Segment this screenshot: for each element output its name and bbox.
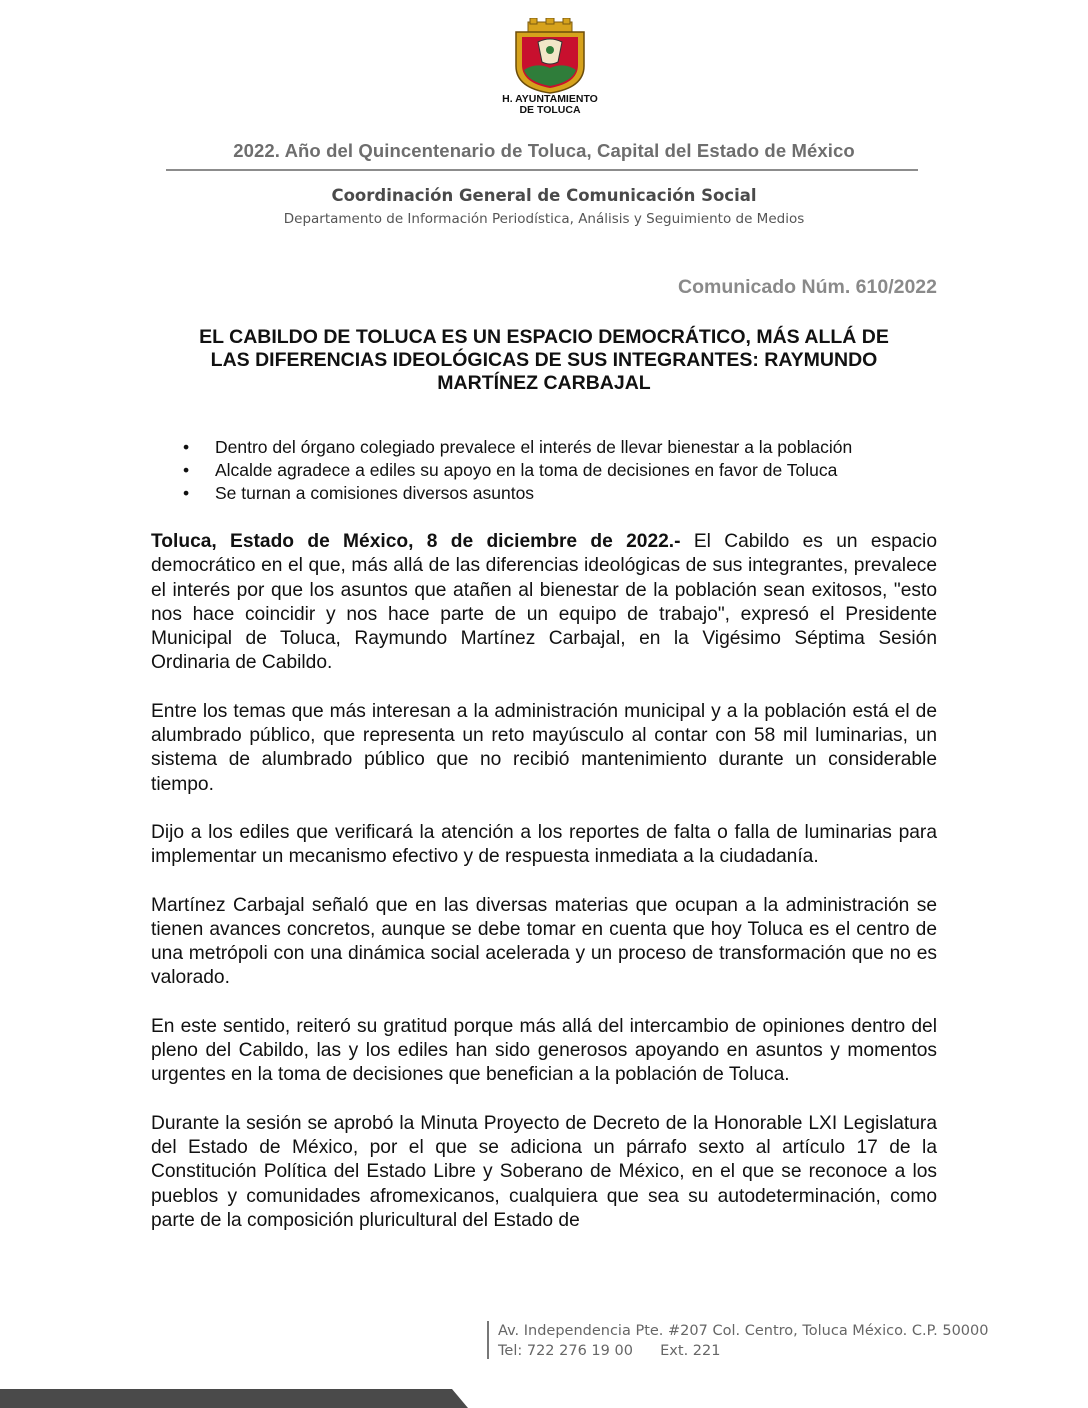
- headline: [150, 326, 938, 395]
- logo-text-line2: DE TOLUCA: [519, 104, 581, 116]
- bullet-text: Dentro del órgano colegiado prevalece el interés de llevar bienestar a la población: [215, 437, 853, 457]
- coordination-title: Coordinación General de Comunicación Social: [331, 186, 757, 205]
- paragraph: Entre los temas que más interesan a la administración municipal y a la población está el de alumbrado público, que representa un reto mayúsculo al contar con 58 mil luminarias, un sistema de alumbrado público que no recibió mantenimiento durante un considerable tiempo.: [151, 700, 937, 795]
- footer-divider: [487, 1321, 489, 1359]
- extension: Ext. 221: [660, 1343, 721, 1359]
- bullet-item: [150, 459, 938, 482]
- bullet-icon: •: [183, 437, 190, 457]
- department-subtitle: Departamento de Información Periodística, Análisis y Seguimiento de Medios: [283, 211, 805, 227]
- summary-bullets: [150, 436, 938, 505]
- bullet-item: [150, 482, 938, 505]
- footer-address: [498, 1321, 988, 1361]
- contact-line: [498, 1341, 988, 1361]
- paragraph-text: El Cabildo es un espacio democrático en el que, más allá de las diferencias ideológicas de sus integrantes, prevalece el interés por que los asuntos que atañen al bienestar de la población sean exitosos, "esto nos hace coincidir y nos hace parte de un equipo de trabajo", expresó el Presidente Municipal de Toluca, Raymundo Martínez Carbajal, en la Vigésimo Séptima Sesión Ordinaria de Cabildo.: [151, 531, 937, 674]
- paragraph: Durante la sesión se aprobó la Minuta Proyecto de Decreto de la Honorable LXI Legislatura del Estado de México, por el que se adiciona un párrafo sexto al artículo 17 de la Constitución Política del Estado Libre y Soberano de México, en el que se reconoce a los pueblos y comunidades afromexicanos, cualquiera que sea su autodeterminación, como parte de la composición pluricultural del Estado de: [151, 1112, 937, 1231]
- headline-line: LAS DIFERENCIAS IDEOLÓGICAS DE SUS INTEGRANTES: RAYMUNDO: [210, 349, 878, 371]
- bullet-icon: •: [183, 460, 190, 480]
- paragraph: Martínez Carbajal señaló que en las diversas materias que ocupan a la administración se tienen avances concretos, aunque se debe tomar en cuenta que hoy Toluca es el centro de una metrópoli con una dinámica social acelerada y un proceso de transformación que no es valorado.: [151, 894, 937, 989]
- bullet-icon: •: [183, 483, 190, 503]
- phone: Tel: 722 276 19 00: [498, 1343, 633, 1359]
- comunicado-number: Comunicado Núm. 610/2022: [677, 276, 937, 298]
- paragraph: [151, 530, 937, 676]
- coat-of-arms-icon: [508, 18, 592, 94]
- paragraph: En este sentido, reiteró su gratitud porque más allá del intercambio de opiniones dentro del pleno del Cabildo, las y los ediles han sido generosos apoyando en asuntos y momentos urgentes en la toma de decisiones que benefician a la población de Toluca.: [151, 1015, 937, 1086]
- logo-text-line1: H. AYUNTAMIENTO: [502, 93, 598, 105]
- address-line: Av. Independencia Pte. #207 Col. Centro, Toluca México. C.P. 50000: [498, 1323, 989, 1339]
- paragraph: Dijo a los ediles que verificará la atención a los reportes de falta o falla de luminarias para implementar un mecanismo efectivo y de respuesta inmediata a la ciudadanía.: [151, 821, 937, 868]
- bullet-text: Alcalde agradece a ediles su apoyo en la toma de decisiones en favor de Toluca: [215, 460, 838, 480]
- year-banner: 2022. Año del Quincentenario de Toluca, Capital del Estado de México: [233, 140, 855, 161]
- headline-line: MARTÍNEZ CARBAJAL: [437, 372, 651, 394]
- article-body: [151, 530, 937, 1233]
- footer-band: [0, 1383, 1088, 1408]
- city-logo: [494, 18, 606, 122]
- bullet-item: [150, 436, 938, 459]
- headline-line: EL CABILDO DE TOLUCA ES UN ESPACIO DEMOCRÁTICO, MÁS ALLÁ DE: [199, 326, 889, 348]
- dateline: Toluca, Estado de México, 8 de diciembre de 2022.-: [151, 531, 681, 552]
- header-divider: [166, 169, 918, 171]
- bullet-text: Se turnan a comisiones diversos asuntos: [215, 483, 535, 503]
